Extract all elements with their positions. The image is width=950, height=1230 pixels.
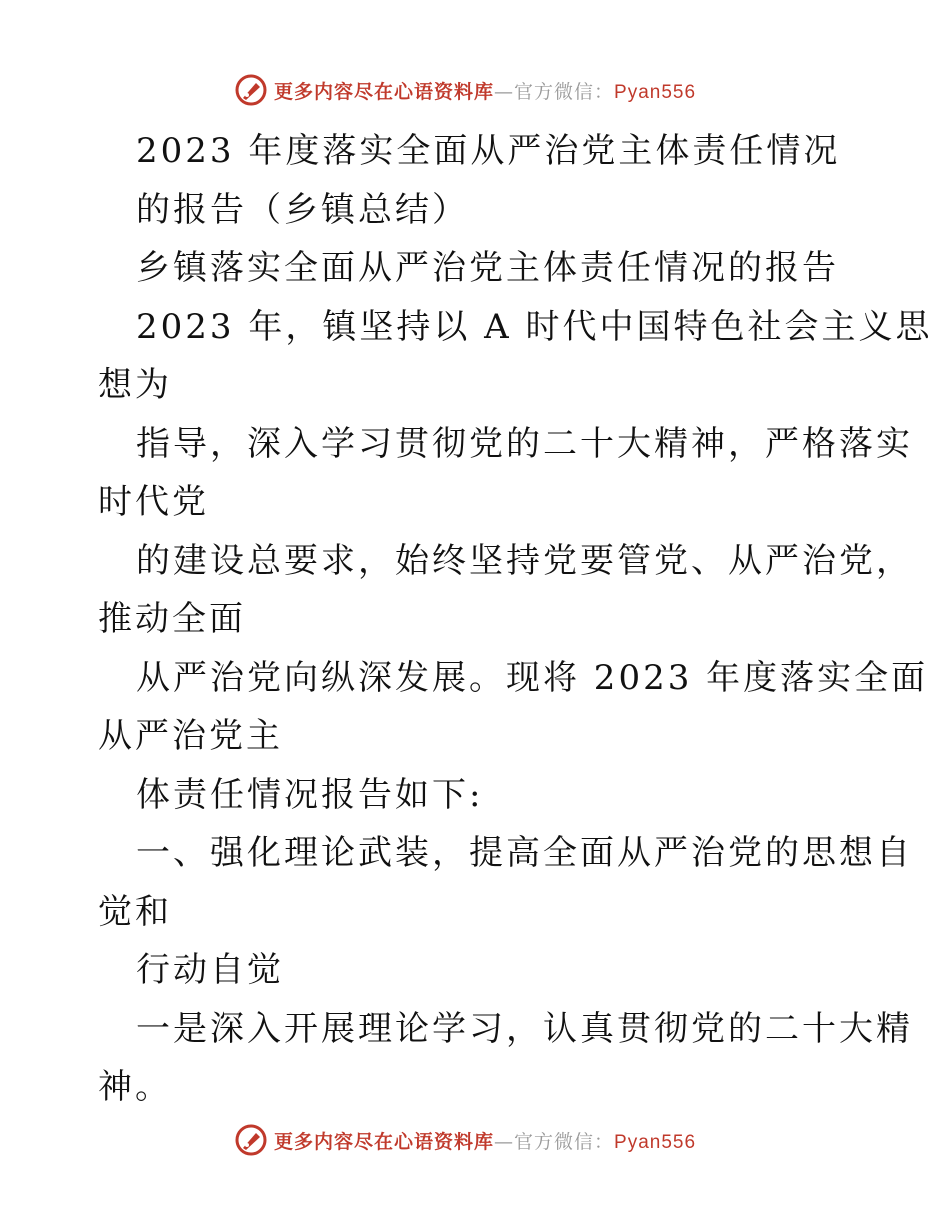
header-watermark: [234, 70, 754, 110]
paragraph-line: 推动全面: [98, 599, 246, 639]
section-heading-line: 一、强化理论武装，提高全面从严治党的思想自: [136, 833, 913, 873]
watermark-wechat-id: Pyan556: [614, 81, 697, 103]
paragraph-line: 一是深入开展理论学习，认真贯彻党的二十大精: [136, 1008, 913, 1049]
pen-nib-seal-icon: [234, 1123, 268, 1157]
watermark-text: [274, 1127, 696, 1154]
paragraph-line: 想为: [98, 365, 172, 405]
section-heading-line: 觉和: [98, 891, 172, 932]
watermark-wechat-label: 官方微信：: [514, 1130, 615, 1153]
watermark-main: 更多内容尽在心语资料库: [274, 80, 495, 103]
title-line-2: 的报告（乡镇总结）: [136, 189, 469, 230]
pen-nib-seal-icon: [234, 73, 268, 107]
section-heading-line: 行动自觉: [136, 950, 284, 990]
document-body: [98, 122, 933, 1117]
watermark-main: 更多内容尽在心语资料库: [274, 1130, 495, 1153]
watermark-text: [274, 77, 696, 104]
paragraph-line: 的建设总要求，始终坚持党要管党、从严治党，: [136, 540, 913, 581]
paragraph-line: 指导，深入学习贯彻党的二十大精神，严格落实: [136, 423, 913, 464]
watermark-wechat-label: 官方微信：: [514, 80, 615, 103]
paragraph-line: 从严治党主: [98, 716, 283, 756]
paragraph-line: 从严治党向纵深发展。现将 2023 年度落实全面: [136, 657, 929, 698]
subtitle-line: 乡镇落实全面从严治党主体责任情况的报告: [136, 248, 839, 288]
watermark-separator: —: [494, 1130, 515, 1153]
watermark-separator: —: [494, 80, 515, 103]
paragraph-line: 时代党: [98, 482, 209, 522]
title-line-1: 2023 年度落实全面从严治党主体责任情况: [136, 131, 841, 171]
watermark-wechat-id: Pyan556: [614, 1131, 697, 1153]
paragraph-line: 2023 年，镇坚持以 A 时代中国特色社会主义思: [136, 306, 933, 347]
paragraph-line: 体责任情况报告如下:: [136, 774, 484, 815]
paragraph-line: 神。: [98, 1067, 172, 1107]
footer-watermark: [234, 1120, 754, 1160]
